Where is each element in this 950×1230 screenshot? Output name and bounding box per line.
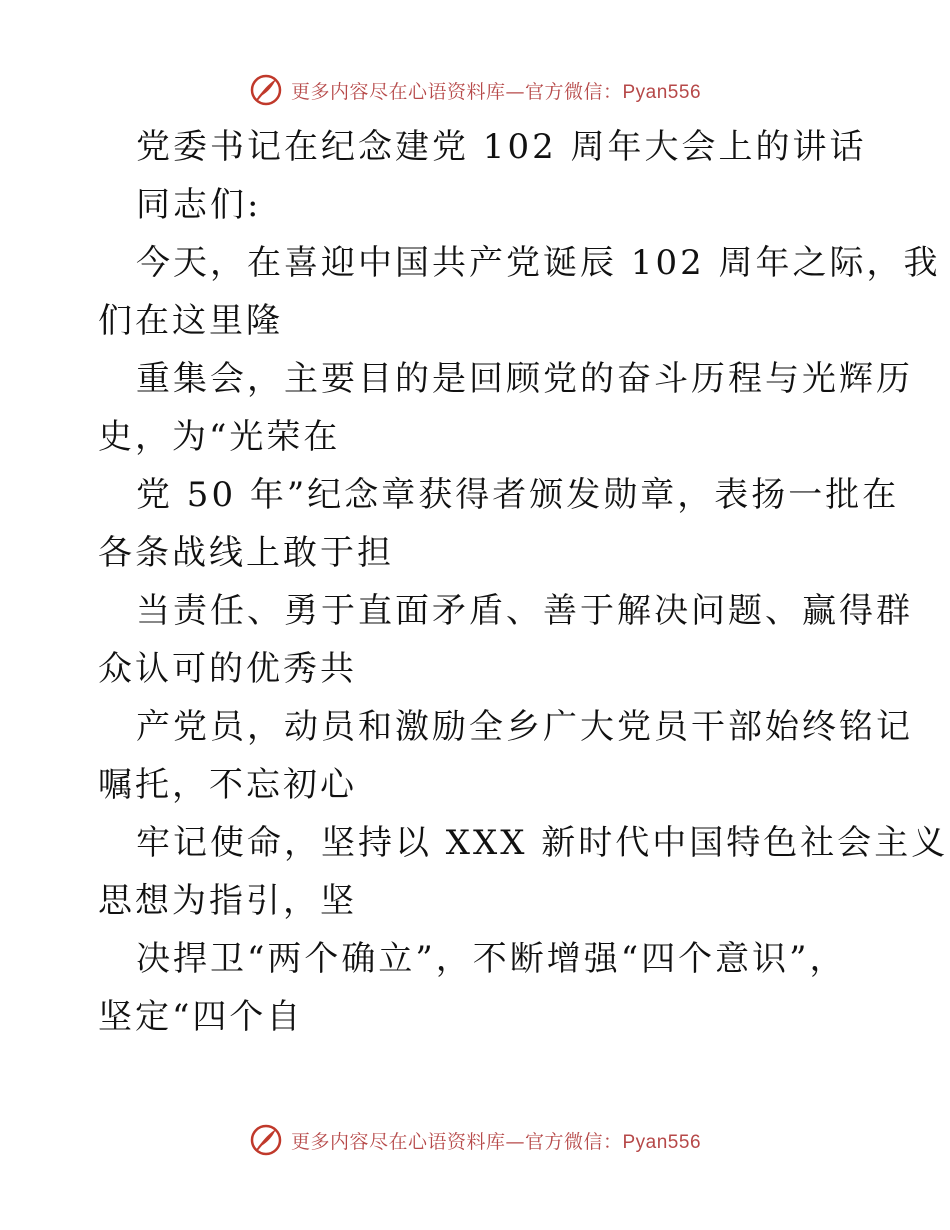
paragraph-line: 同志们:: [136, 185, 262, 225]
banner-text: 更多内容尽在心语资料库—官方微信：Pyan556: [290, 80, 702, 103]
paragraph-line: 各条战线上敢于担: [98, 533, 394, 573]
paragraph-line: 史，为“光荣在: [98, 417, 341, 457]
header-banner[interactable]: [0, 70, 950, 110]
banner-text: 更多内容尽在心语资料库—官方微信：Pyan556: [290, 1130, 702, 1153]
document-title: 党委书记在纪念建党 102 周年大会上的讲话: [136, 127, 867, 167]
wechat-account: Pyan556: [622, 81, 702, 103]
footer-banner[interactable]: [0, 1120, 950, 1160]
paragraph-line: 当责任、勇于直面矛盾、善于解决问题、赢得群: [136, 591, 913, 631]
paragraph-line: 众认可的优秀共: [98, 649, 357, 689]
quill-logo-icon: [249, 1123, 283, 1157]
wechat-account: Pyan556: [622, 1131, 702, 1153]
paragraph-line: 们在这里隆: [98, 301, 283, 341]
quill-logo-icon: [249, 73, 283, 107]
paragraph-line: 决捍卫“两个确立”，不断增强“四个意识”，: [136, 939, 847, 979]
paragraph-line: 重集会，主要目的是回顾党的奋斗历程与光辉历: [136, 359, 913, 399]
paragraph-line: 产党员，动员和激励全乡广大党员干部始终铭记: [136, 707, 913, 747]
document-body: [98, 118, 949, 1046]
paragraph-line: 嘱托，不忘初心: [98, 765, 357, 805]
paragraph-line: 今天，在喜迎中国共产党诞辰 102 周年之际，我: [136, 243, 941, 283]
paragraph-line: 坚定“四个自: [98, 997, 304, 1037]
paragraph-line: 党 50 年”纪念章获得者颁发勋章，表扬一批在: [136, 475, 900, 515]
paragraph-line: 牢记使命，坚持以 XXX 新时代中国特色社会主义: [136, 823, 949, 863]
paragraph-line: 思想为指引，坚: [98, 881, 357, 921]
